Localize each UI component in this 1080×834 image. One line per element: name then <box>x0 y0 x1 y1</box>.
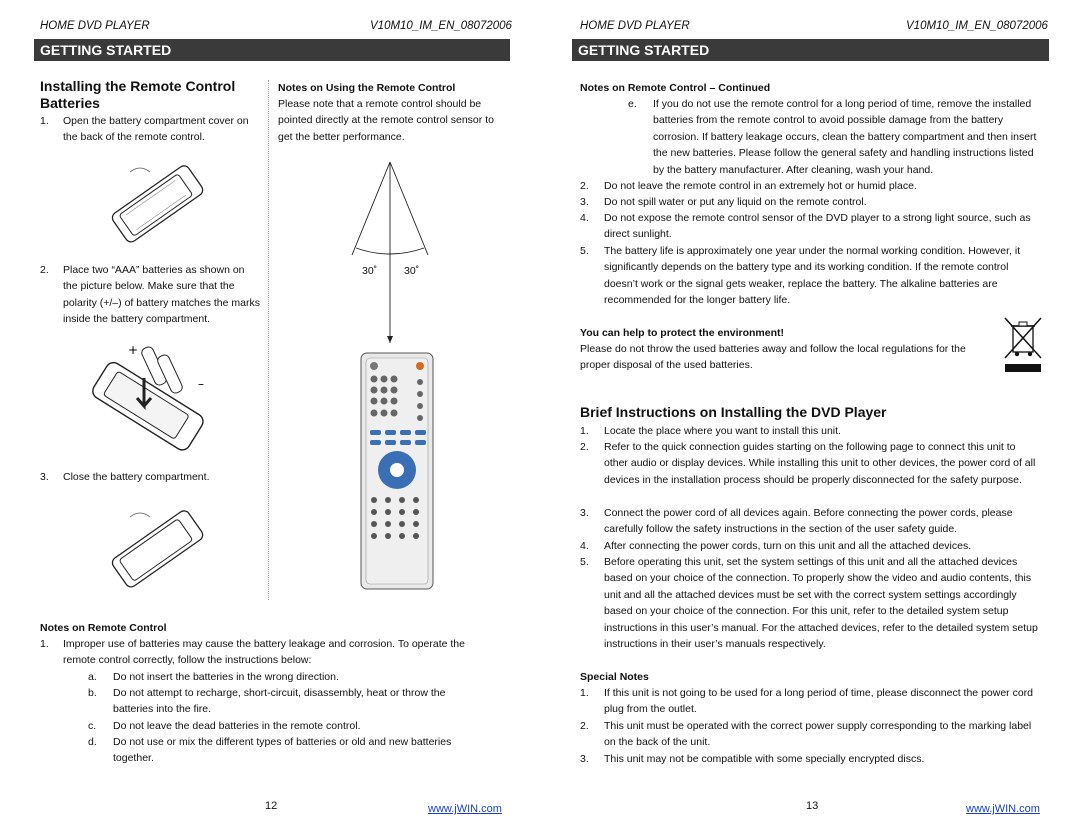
note-text: If you do not use the remote control for a long period of time, remove the installed batteries from the remote control to avoid possible damage from the battery corrosion. If battery leakage occurs, clean the battery compartment and then insert the new batteries. Please follow the general safety and handling instructions listed by the battery manufacturer. After cleaning, wash your hand. <box>653 98 1037 176</box>
sensor-angle-diagram <box>340 160 450 345</box>
svg-text:–: – <box>198 377 204 391</box>
left-section-bar <box>34 39 510 61</box>
left-header-title: HOME DVD PLAYER <box>40 20 150 32</box>
note-number: 1. <box>580 687 589 699</box>
column-divider <box>268 80 269 600</box>
crossed-bin-icon <box>1003 316 1043 374</box>
notes-using-text: Please note that a remote control should be pointed directly at the remote control sensor to get the better performance. <box>278 98 494 143</box>
brief-instructions-title: Brief Instructions on Installing the DVD Player <box>580 404 887 420</box>
step-text: Connect the power cord of all devices again. Before connecting the power cords, please carefully follow the safety instructions in the section of the user safety guide. <box>604 507 1013 536</box>
step-number: 2. <box>40 264 49 276</box>
subitem-text: Do not attempt to recharge, short-circuit, disassembly, heat or throw the batteries into the fire. <box>113 687 446 716</box>
left-section-title: GETTING STARTED <box>40 42 172 58</box>
note-text: Do not expose the remote control sensor of the DVD player to a strong light source, such as direct sunlight. <box>604 212 1031 241</box>
step-text: Place two “AAA” batteries as shown on the picture below. Make sure that the polarity (+/–) of battery matches the marks inside the battery compartment. <box>63 264 260 326</box>
step-text: Locate the place where you want to install this unit. <box>604 425 841 437</box>
note-text: If this unit is not going to be used for a long period of time, please disconnect the power cord plug from the outlet. <box>604 687 1034 716</box>
step-number: 2. <box>580 441 589 453</box>
note-letter: e. <box>628 98 637 110</box>
left-header-code: V10M10_IM_EN_08072006 <box>370 20 512 32</box>
notes-using-title: Notes on Using the Remote Control <box>278 82 456 94</box>
note-number: 3. <box>580 753 589 765</box>
notes-remote-title: Notes on Remote Control <box>40 622 167 634</box>
environment-text: Please do not throw the used batteries away and follow the local regulations for the proper disposal of the used batteries. <box>580 343 966 372</box>
note-text: This unit must be operated with the correct power supply corresponding to the marking label on the back of the unit. <box>604 720 1032 749</box>
step-text: Refer to the quick connection guides starting on the following page to connect this unit to other audio or display devices. While installing this unit to other devices, the power cord of all devices in the installation process should be properly disconnected for the safety purpose. <box>604 441 1036 486</box>
right-section-title: GETTING STARTED <box>578 42 710 58</box>
notes-continued-title: Notes on Remote Control – Continued <box>580 82 771 94</box>
angle-left-label: 30˚ <box>362 265 378 277</box>
remote-control-illustration <box>360 352 434 590</box>
note-number: 3. <box>580 196 589 208</box>
step-number: 3. <box>40 471 49 483</box>
step-text: Before operating this unit, set the system settings of this unit and all the attached devices based on your choice of the connection. To properly show the video and audio contents, this unit and all the attached devices must be set with the correct system settings accordingly based on your choice of the connection. For this unit, refer to the detailed system setup instructions in this user’s manual. For the attached devices, refer to the detailed system setup instructions in their user’s manuals respectively. <box>604 556 1038 651</box>
subitem-text: Do not leave the dead batteries in the remote control. <box>113 720 361 732</box>
note-number: 1. <box>40 638 49 650</box>
subitem-letter: b. <box>88 687 97 699</box>
step-number: 5. <box>580 556 589 568</box>
subitem-letter: d. <box>88 736 97 748</box>
step-text: Open the battery compartment cover on the back of the remote control. <box>63 115 249 144</box>
step-text: After connecting the power cords, turn on this unit and all the attached devices. <box>604 540 972 552</box>
install-title: Installing the Remote Control Batteries <box>40 78 236 111</box>
close-cover-illustration <box>100 505 210 590</box>
insert-batteries-illustration <box>88 340 218 450</box>
special-notes-title: Special Notes <box>580 671 649 683</box>
note-text: This unit may not be compatible with some specially encrypted discs. <box>604 753 925 765</box>
left-footer-link[interactable]: www.jWIN.com <box>428 803 502 815</box>
note-text: Improper use of batteries may cause the battery leakage and corrosion. To operate the remote control correctly, follow the instructions below: <box>63 638 465 667</box>
step-number: 3. <box>580 507 589 519</box>
subitem-letter: a. <box>88 671 97 683</box>
right-section-bar <box>572 39 1049 61</box>
open-cover-illustration <box>100 160 210 245</box>
step-number: 4. <box>580 540 589 552</box>
left-page-number: 12 <box>265 800 278 812</box>
step-text: Close the battery compartment. <box>63 471 210 483</box>
angle-right-label: 30˚ <box>404 265 420 277</box>
note-number: 4. <box>580 212 589 224</box>
note-text: The battery life is approximately one year under the normal working condition. However, it significantly depends on the battery type and its working condition. If the remote control doesn’t work or the signal gets weaker, replace the battery. The alkaline batteries are recommended for the longer battery life. <box>604 245 1021 307</box>
step-number: 1. <box>580 425 589 437</box>
note-number: 2. <box>580 180 589 192</box>
right-footer-link[interactable]: www.jWIN.com <box>966 803 1040 815</box>
right-header-code: V10M10_IM_EN_08072006 <box>906 20 1048 32</box>
note-number: 5. <box>580 245 589 257</box>
step-number: 1. <box>40 115 49 127</box>
right-header-title: HOME DVD PLAYER <box>580 20 690 32</box>
note-number: 2. <box>580 720 589 732</box>
subitem-text: Do not insert the batteries in the wrong direction. <box>113 671 339 683</box>
note-text: Do not leave the remote control in an extremely hot or humid place. <box>604 180 917 192</box>
subitem-text: Do not use or mix the different types of batteries or old and new batteries together. <box>113 736 452 765</box>
svg-text:+: + <box>128 343 139 357</box>
environment-title: You can help to protect the environment! <box>580 327 784 339</box>
note-text: Do not spill water or put any liquid on the remote control. <box>604 196 867 208</box>
right-page-number: 13 <box>806 800 819 812</box>
subitem-letter: c. <box>88 720 97 732</box>
